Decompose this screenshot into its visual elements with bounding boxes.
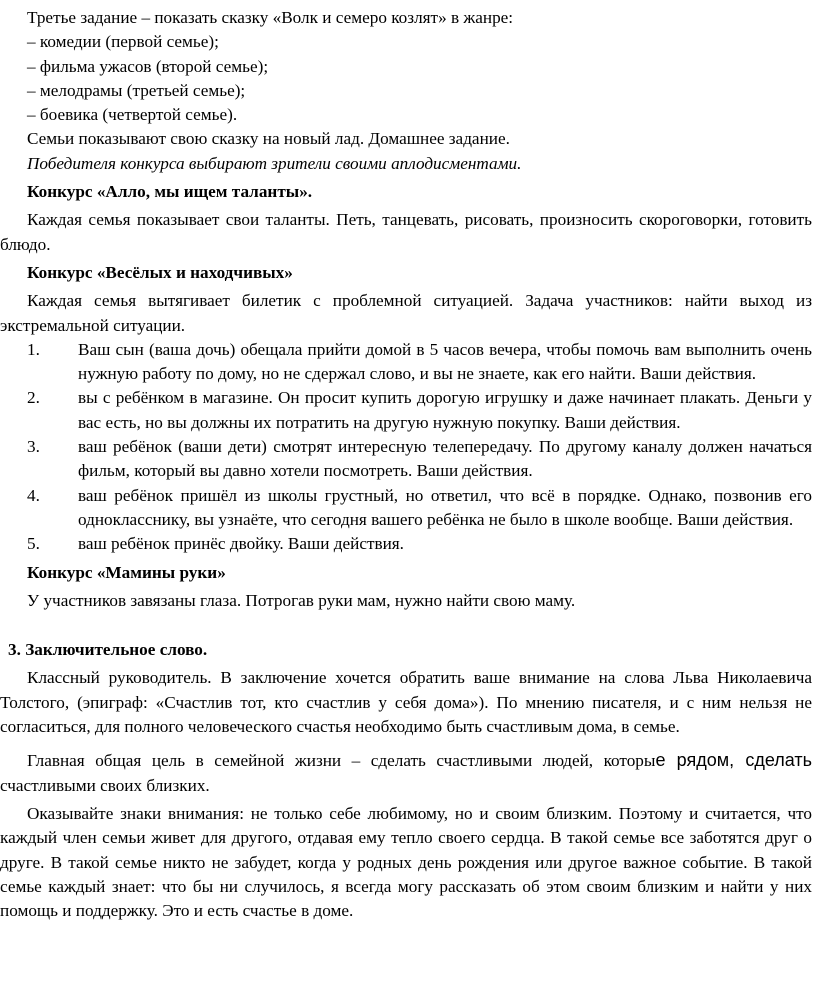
list-item	[0, 386, 816, 435]
situation-list	[0, 338, 816, 557]
list-item-number: 2.	[27, 388, 40, 408]
homework-line: Семьи показывают свою сказку на новый лад. Домашнее задание.	[27, 129, 510, 149]
final-paragraph-1: Классный руководитель. В заключение хочется обратить ваше внимание на слова Льва Николаевича Толстого, (эпиграф: «Счастлив тот, кто счастлив у себя дома»). По мнению писателя, и с ним нельзя не согласиться, для полного человеческого счастья необходимо быть счастливым дома, в семье.	[0, 668, 812, 737]
task3-intro: Третье задание – показать сказку «Волк и семеро козлят» в жанре:	[27, 8, 514, 27]
final-paragraph-2-start: Главная общая цель в семейной жизни – сделать счастливыми людей, которы	[27, 751, 656, 771]
list-item	[0, 532, 816, 556]
list-item	[0, 338, 816, 387]
list-item-text: вы с ребёнком в магазине. Он просит купить дорогую игрушку и даже начинает плакать. Деньги у вас есть, но вы должны их потратить на другую нужную покупку. Ваши действия.	[78, 388, 812, 432]
document-page	[0, 6, 816, 923]
winner-line: Победителя конкурса выбирают зрители своими аплодисментами.	[27, 153, 522, 173]
list-item-text: Ваш сын (ваша дочь) обещала прийти домой в 5 часов вечера, чтобы помочь вам выполнить очень нужную работу по дому, но не сдержал слово, и вы не знаете, как его найти. Ваши действия.	[78, 339, 812, 384]
contest-cheerful-text: Каждая семья вытягивает билетик с проблемной ситуацией. Задача участников: найти выход из экстремальной ситуации.	[0, 291, 812, 335]
list-item-text: ваш ребёнок пришёл из школы грустный, но ответил, что всё в порядке. Однако, позвонив его однокласснику, вы узнаёте, что сегодня вашего ребёнка не было в школе вообще. Ваши действия.	[78, 485, 812, 529]
contest-talents-title: Конкурс «Алло, мы ищем таланты».	[27, 182, 313, 202]
list-item-number: 3.	[27, 437, 40, 457]
list-item-text: ваш ребёнок принёс двойку. Ваши действия.	[78, 534, 404, 554]
genre-line-3: – мелодрамы (третьей семье);	[27, 80, 246, 100]
list-item-number: 4.	[27, 485, 40, 505]
genre-line-2: – фильма ужасов (второй семье);	[27, 56, 269, 76]
final-paragraph-2	[0, 748, 816, 798]
list-item-number: 5.	[27, 534, 40, 554]
final-paragraph-3: Оказывайте знаки внимания: не только себе любимому, но и своим близким. Поэтому и считается, что каждый член семьи живет для другого, отдавая ему тепло своего сердца. В такой семье все заботятся друг о друге. В такой семье никто не забудет, когда у родных день рождения или другое важное событие. В такой семье каждый знает: что бы ни случилось, я всегда могу рассказать об этом своим близким и найти у них помощь и поддержку. Это и есть счастье в доме.	[0, 803, 812, 921]
genre-line-1: – комедии (первой семье);	[27, 32, 219, 52]
genre-line-4: – боевика (четвертой семье).	[27, 105, 238, 125]
final-heading: 3. Заключительное слово.	[8, 640, 208, 660]
contest-cheerful-title: Конкурс «Весёлых и находчивых»	[27, 262, 293, 282]
list-item	[0, 484, 816, 533]
contest-hands-text: У участников завязаны глаза. Потрогав руки мам, нужно найти свою маму.	[27, 590, 576, 610]
final-paragraph-2-sans: е рядом, сделать	[655, 750, 812, 771]
list-item-number: 1.	[27, 339, 40, 359]
list-item-text: ваш ребёнок (ваши дети) смотрят интересную телепередачу. По другому каналу должен начаться фильм, который вы давно хотели посмотреть. Ваши действия.	[78, 437, 812, 481]
list-item	[0, 435, 816, 484]
final-paragraph-2-end: счастливыми своих близких.	[0, 775, 210, 795]
contest-hands-title: Конкурс «Мамины руки»	[27, 562, 226, 582]
contest-talents-text: Каждая семья показывает свои таланты. Петь, танцевать, рисовать, произносить скороговорки, готовить блюдо.	[0, 210, 812, 254]
